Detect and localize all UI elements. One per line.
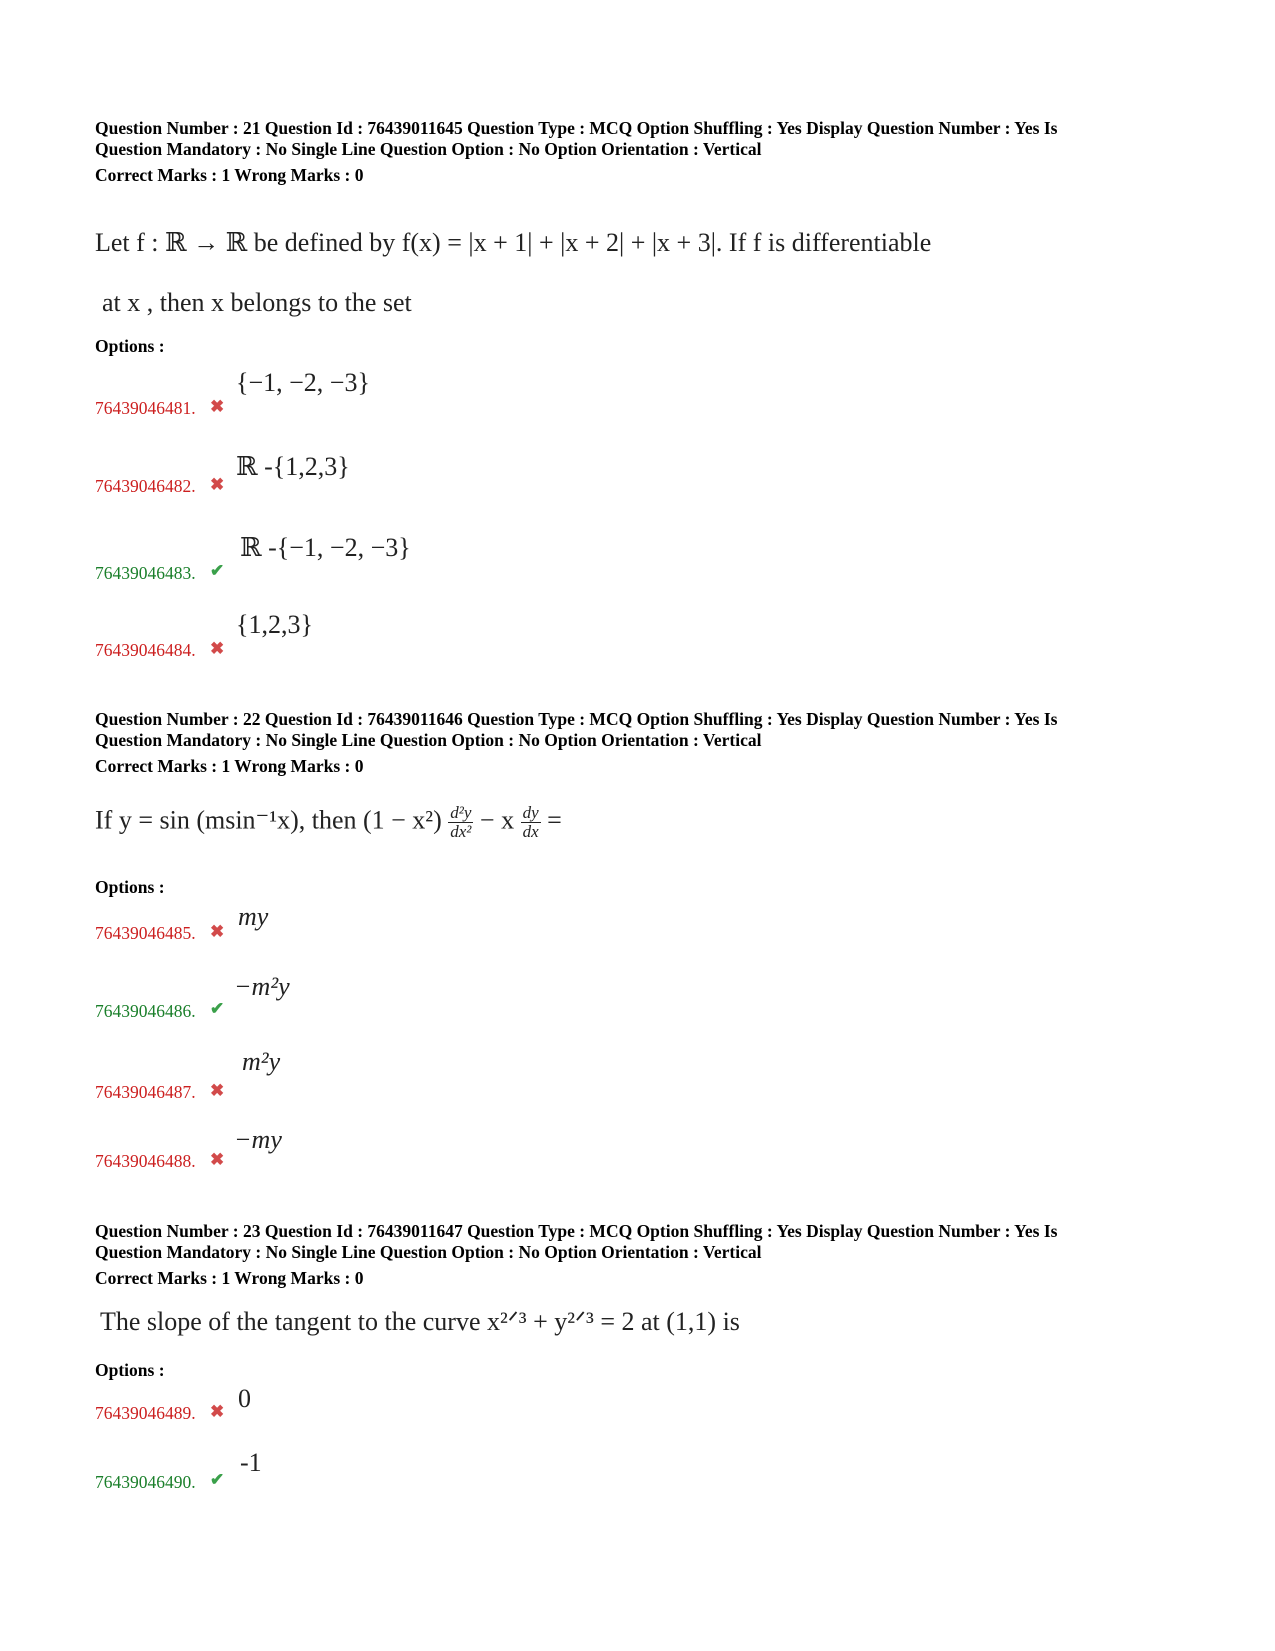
check-icon: ✔ [210, 999, 225, 1018]
question-22 [95, 709, 1180, 777]
question-stem: at x , then x belongs to the set [102, 288, 412, 317]
option-id[interactable]: 76439046489. [95, 1403, 196, 1423]
cross-icon: ✖ [210, 1402, 225, 1421]
option-answer: m²y [242, 1047, 281, 1076]
option-id[interactable]: 76439046488. [95, 1151, 196, 1171]
option-answer: 0 [238, 1384, 251, 1413]
option-answer: {−1, −2, −3} [236, 368, 370, 397]
question-meta: Question Mandatory : No Single Line Question Option : No Option Orientation : Vertical [95, 139, 762, 159]
options-label: Options : [95, 336, 165, 356]
question-stem [95, 804, 562, 841]
option-id[interactable]: 76439046485. [95, 923, 196, 943]
stem-text: If y = sin (msin⁻¹x), then (1 − x²) [95, 805, 442, 835]
cross-icon: ✖ [210, 1150, 225, 1169]
option-answer: -1 [240, 1448, 262, 1477]
fraction-numerator: d²y [450, 803, 472, 822]
question-meta: Question Number : 21 Question Id : 76439011645 Question Type : MCQ Option Shuffling : Yes Display Question Number : Yes Is [95, 118, 1058, 138]
option-id[interactable]: 76439046484. [95, 640, 196, 660]
option-answer: −my [234, 1125, 282, 1154]
options-label: Options : [95, 877, 165, 897]
fraction-numerator: dy [522, 803, 539, 822]
option-answer: my [238, 902, 269, 931]
option-answer: −m²y [234, 972, 290, 1001]
check-icon: ✔ [210, 561, 225, 580]
option-answer: ℝ -{1,2,3} [236, 452, 350, 481]
cross-icon: ✖ [210, 922, 225, 941]
fraction [448, 804, 473, 841]
option-id[interactable]: 76439046481. [95, 398, 196, 418]
question-23 [95, 1221, 1180, 1289]
option-id[interactable]: 76439046483. [95, 563, 196, 583]
cross-icon: ✖ [210, 639, 225, 658]
check-icon: ✔ [210, 1470, 225, 1489]
question-stem: The slope of the tangent to the curve x²ᐟ³ + y²ᐟ³ = 2 at (1,1) is [100, 1307, 740, 1336]
options-label: Options : [95, 1360, 165, 1380]
question-stem: Let f : ℝ → ℝ be defined by f(x) = |x + 1| + |x + 2| + |x + 3|. If f is differentiable [95, 228, 932, 257]
cross-icon: ✖ [210, 1081, 225, 1100]
option-answer: {1,2,3} [236, 610, 313, 639]
option-id[interactable]: 76439046487. [95, 1082, 196, 1102]
question-meta: Question Number : 22 Question Id : 76439011646 Question Type : MCQ Option Shuffling : Yes Display Question Number : Yes Is [95, 709, 1058, 729]
question-meta: Question Mandatory : No Single Line Question Option : No Option Orientation : Vertical [95, 730, 762, 750]
fraction-denominator: dx [522, 822, 539, 841]
question-marks: Correct Marks : 1 Wrong Marks : 0 [95, 165, 364, 185]
fraction [521, 804, 541, 841]
question-marks: Correct Marks : 1 Wrong Marks : 0 [95, 1268, 364, 1288]
stem-text: − x [479, 805, 515, 835]
question-21 [95, 118, 1180, 186]
option-id[interactable]: 76439046490. [95, 1472, 196, 1492]
option-answer: ℝ -{−1, −2, −3} [240, 533, 411, 562]
fraction-denominator: dx² [450, 822, 472, 841]
option-id[interactable]: 76439046482. [95, 476, 196, 496]
stem-text: = [547, 805, 562, 835]
cross-icon: ✖ [210, 397, 225, 416]
option-id[interactable]: 76439046486. [95, 1001, 196, 1021]
question-meta: Question Number : 23 Question Id : 76439011647 Question Type : MCQ Option Shuffling : Yes Display Question Number : Yes Is [95, 1221, 1058, 1241]
question-marks: Correct Marks : 1 Wrong Marks : 0 [95, 756, 364, 776]
question-meta: Question Mandatory : No Single Line Question Option : No Option Orientation : Vertical [95, 1242, 762, 1262]
cross-icon: ✖ [210, 475, 225, 494]
